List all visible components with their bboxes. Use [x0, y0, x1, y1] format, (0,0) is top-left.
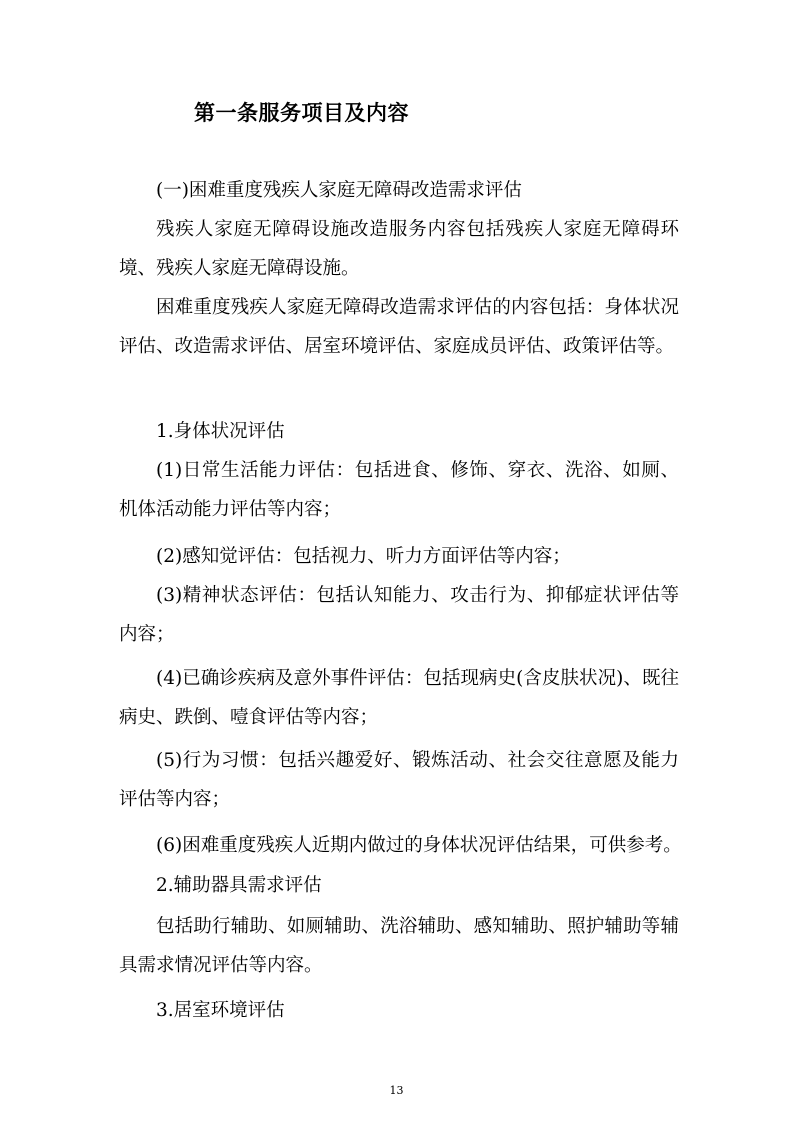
page-number: 13	[389, 1084, 404, 1097]
paragraph-item-5: (5)行为习惯：包括兴趣爱好、锻炼活动、社会交往意愿及能力评估等内容；	[119, 750, 679, 810]
paragraph-assistive-devices-title: 2.辅助器具需求评估	[156, 875, 322, 896]
paragraph-item-6: (6)困难重度残疾人近期内做过的身体状况评估结果，可供参考。	[156, 835, 682, 856]
paragraph-subsection-title: (一)困难重度残疾人家庭无障碍改造需求评估	[156, 180, 522, 201]
paragraph-item-3: (3)精神状态评估：包括认知能力、攻击行为、抑郁症状评估等内容；	[119, 585, 679, 645]
paragraph-item-1: (1)日常生活能力评估：包括进食、修饰、穿衣、洗浴、如厕、机体活动能力评估等内容；	[119, 460, 679, 520]
section-heading: 第一条服务项目及内容	[194, 100, 409, 125]
paragraph-item-4: (4)已确诊疾病及意外事件评估：包括现病史(含皮肤状况)、既往病史、跌倒、噎食评估等内容；	[119, 668, 679, 728]
paragraph-home-environment-title: 3.居室环境评估	[156, 1000, 285, 1021]
paragraph-assistive-devices-content: 包括助行辅助、如厕辅助、洗浴辅助、感知辅助、照护辅助等辅具需求情况评估等内容。	[119, 916, 679, 976]
paragraph-service-content: 残疾人家庭无障碍设施改造服务内容包括残疾人家庭无障碍环境、残疾人家庭无障碍设施。	[119, 219, 679, 279]
paragraph-item-2: (2)感知觉评估：包括视力、听力方面评估等内容；	[156, 546, 571, 567]
paragraph-body-status-title: 1.身体状况评估	[156, 421, 285, 442]
paragraph-assessment-content: 困难重度残疾人家庭无障碍改造需求评估的内容包括：身体状况评估、改造需求评估、居室环境评估、家庭成员评估、政策评估等。	[119, 297, 679, 357]
